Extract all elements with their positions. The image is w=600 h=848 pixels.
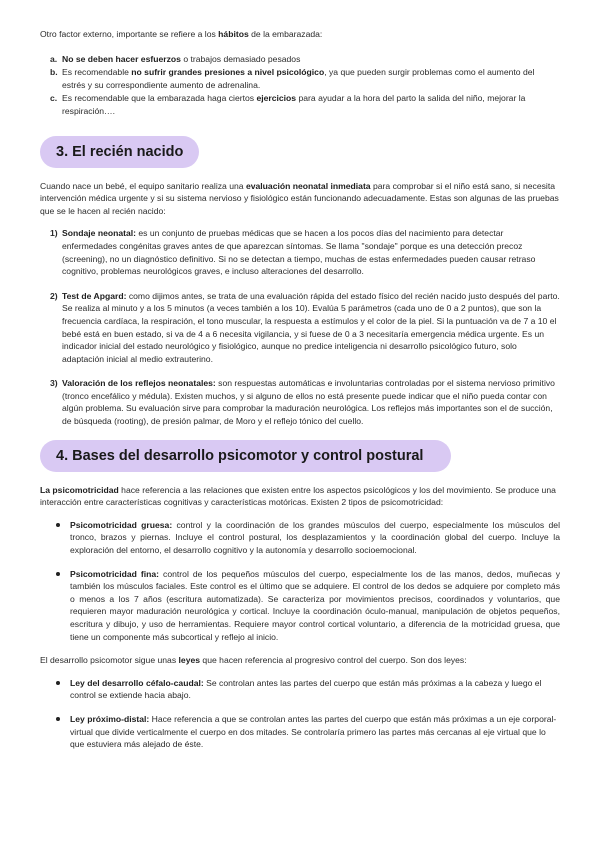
item-bold: Sondaje neonatal:	[62, 228, 137, 239]
intro-text-end: que hacen referencia al progresivo control del cuerpo. Son dos leyes:	[200, 655, 467, 666]
list-item	[54, 568, 560, 644]
item-text: Se controlan antes las partes del cuerpo que están más próximas a la cabeza y luego el control se extiende hacia abajo.	[70, 677, 542, 701]
item-text: control de los pequeños músculos del cuerpo, especialmente los de las manos, dedos, muñecas y también los músculos faciales. Este control es el último que se adquiere. El control de los dedos se adquiere por completo más o menos a los 7 años (escritura automatizada). Se caracteriza por movimientos precisos, coordinados y voluntarios, que requieren mayor maduración neurológica y cortical. Incluye la coordinación óculo-manual, manipulación de objetos pequeños, escritura y dibujo, y uso de herramientas. Requiere mayor control cortical voluntario, a diferencia de la motricidad gruesa, que tiene un componente más subcortical y reflejo al inicio.	[70, 568, 560, 642]
list-item	[50, 53, 560, 66]
list-marker: 3)	[50, 378, 58, 389]
list-marker: 1)	[50, 228, 58, 239]
laws-list	[40, 677, 560, 751]
list-item	[54, 677, 560, 702]
section-3-intro	[40, 180, 560, 218]
item-bold: ejercicios	[256, 93, 297, 104]
list-item	[50, 227, 560, 277]
item-bold: Ley próximo-distal:	[70, 713, 150, 724]
list-item	[50, 290, 560, 366]
section-4-heading: 4. Bases del desarrollo psicomotor y control postural	[40, 440, 451, 472]
intro-text: El desarrollo psicomotor sigue unas	[40, 655, 179, 666]
list-marker: 2)	[50, 290, 58, 301]
intro-text-end: de la embarazada:	[248, 29, 323, 39]
intro-bold: hábitos	[218, 29, 249, 39]
intro-text: Otro factor externo, importante se refiere a los	[40, 29, 219, 39]
intro-text-end: para comprobar si el niño está sano, si necesita intervención médica urgente y si su sistema nervioso y fisiológico están funcionando adecuadamente. Estas son algunas de las pruebas que se le hacen al recién nacido:	[40, 180, 559, 216]
intro-text: Cuando nace un bebé, el equipo sanitario realiza una	[40, 180, 246, 191]
item-text: o trabajos demasiado pesados	[180, 53, 301, 64]
item-text: son respuestas automáticas e involuntarias controladas por el sistema nervioso primitivo (tronco encefálico y médula). Existen muchos, y si alguno de ellos no está presente puede indicar que el niño pueda contar con algún problema. Su evaluación sirve para comprobar la maduración neurológica. Los reflejos más importantes son el de succión, de búsqueda (rooting), de presión palmar, de Moro y el reflejo tónico del cuello.	[62, 378, 555, 427]
item-bold: Psicomotricidad fina:	[70, 568, 160, 579]
laws-intro	[40, 654, 560, 667]
item-text: Es recomendable que la embarazada haga ciertos	[62, 93, 257, 104]
item-text: Hace referencia a que se controlan antes las partes del cuerpo que están más próximas a un eje corporal-virtual que divide verticalmente el cuerpo en dos mitades. Se controlaría primero las partes más cercanas al eje virtual que lo que estuviera más alejado de éste.	[70, 713, 557, 750]
list-marker: c.	[50, 93, 58, 104]
item-bold: Valoración de los reflejos neonatales:	[62, 378, 216, 389]
section-3-heading: 3. El recién nacido	[40, 136, 199, 168]
item-bold: Test de Apgard:	[62, 290, 127, 301]
item-text: Es recomendable	[62, 67, 132, 78]
list-item	[50, 92, 560, 117]
item-text: para ayudar a la hora del parto la salida del niño, mejorar la respiración….	[62, 93, 526, 116]
list-item	[54, 713, 560, 751]
item-text: es un conjunto de pruebas médicas que se hacen a los pocos días del nacimiento para detectar enfermedades congénitas graves antes de que aparezcan síntomas. Se llama "sondaje" porque es una detección precoz (screening), no un diagnóstico definitivo. Si no se detectan a tiempo, muchas de estas enfermedades pueden causar retraso cognitivo, problemas neurológicos graves, e incluso alteraciones del desarrollo.	[62, 228, 536, 277]
item-bold: no sufrir grandes presiones a nivel psicológico	[131, 67, 325, 78]
newborn-tests-list	[40, 227, 560, 427]
intro-text-end: hace referencia a las relaciones que existen entre los aspectos psicológicos y los del movimiento. Se produce una interacción entre características cognitivas y características motóricas. Existen 2 tipos de psicomotricidad:	[40, 484, 556, 508]
intro-bold: leyes	[178, 655, 201, 666]
habits-list	[40, 53, 560, 118]
list-item	[50, 66, 560, 91]
list-item	[54, 519, 560, 557]
item-text: control y la coordinación de los grandes músculos del cuerpo, especialmente los músculos del tronco, brazos y piernas. Incluye el control postural, los desplazamientos y la coordinación global del cuerpo. Incluye la exploración del entorno, el desarrollo cognitivo y la autonomía y desarrollo socioemocional.	[70, 519, 560, 556]
item-bold: Psicomotricidad gruesa:	[70, 519, 173, 530]
item-text: como dijimos antes, se trata de una evaluación rápida del estado físico del recién nacido justo después del parto. Se realiza al minuto y a los 5 minutos (a veces también a los 10). Evalúa 5 parámetros (cada uno de 0 a 2 puntos), que son la frecuencia cardíaca, la respiración, el tono muscular, la respuesta a estímulos y el color de la piel. Si la puntuación va de 7 a 10 el bebé está en buen estado, si va de 4 a 6 necesita vigilancia, y si fuese de 0 a 3 necesitaría emergencia médica urgente. Es un indicador inicial del estado neurológico y fisiológico, aunque no predice inteligencia ni desarrollo psicológico futuro, solo adaptación inicial al medio extrauterino.	[62, 290, 560, 364]
intro-bold: La psicomotricidad	[40, 484, 119, 495]
list-marker: a.	[50, 53, 58, 64]
intro-bold: evaluación neonatal inmediata	[245, 180, 371, 191]
item-bold: No se deben hacer esfuerzos	[62, 53, 181, 64]
section-4-intro	[40, 484, 560, 509]
list-marker: b.	[50, 67, 58, 78]
list-item	[50, 377, 560, 427]
item-text: , ya que pueden surgir problemas como el aumento del estrés y su correspondiente aumento de adrenalina.	[62, 67, 535, 90]
intro-paragraph	[40, 28, 560, 41]
psychomotricity-types-list	[40, 519, 560, 643]
item-bold: Ley del desarrollo céfalo-caudal:	[70, 677, 204, 688]
